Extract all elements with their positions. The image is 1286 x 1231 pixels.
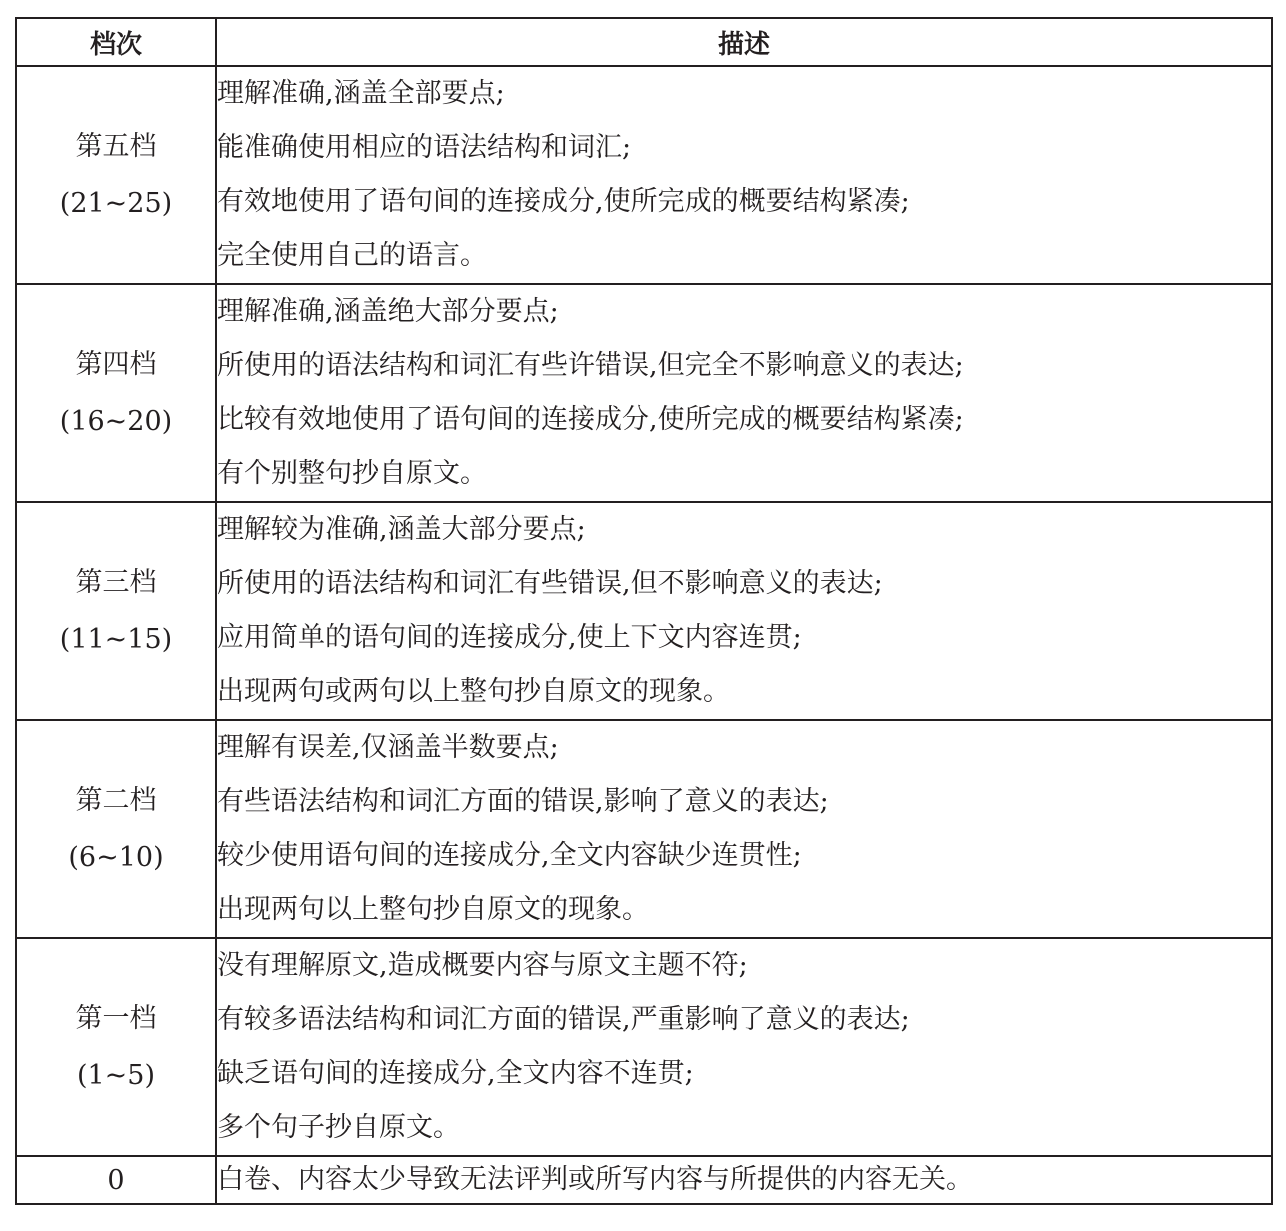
level-range: (16~20) bbox=[59, 406, 173, 437]
description-line: 完全使用自己的语言。 bbox=[217, 240, 487, 271]
level-range: (6~10) bbox=[68, 842, 164, 873]
table-row bbox=[16, 502, 1272, 720]
description-cell bbox=[216, 66, 1272, 284]
description-line: 所使用的语法结构和词汇有些许错误,但完全不影响意义的表达; bbox=[217, 350, 964, 381]
table-row-zero bbox=[16, 1156, 1272, 1204]
description-line: 多个句子抄自原文。 bbox=[217, 1112, 460, 1143]
description-line: 较少使用语句间的连接成分,全文内容缺少连贯性; bbox=[217, 840, 802, 871]
description-cell bbox=[216, 938, 1272, 1156]
level-cell bbox=[16, 502, 216, 720]
level-name: 第五档 bbox=[75, 131, 157, 162]
description-line: 出现两句以上整句抄自原文的现象。 bbox=[217, 894, 649, 925]
level-cell bbox=[16, 284, 216, 502]
description-line: 有些语法结构和词汇方面的错误,影响了意义的表达; bbox=[217, 786, 829, 817]
table-row bbox=[16, 720, 1272, 938]
description-line: 有效地使用了语句间的连接成分,使所完成的概要结构紧凑; bbox=[217, 186, 910, 217]
level-name: 第四档 bbox=[75, 349, 157, 380]
table-header-row bbox=[16, 18, 1272, 66]
description-line: 没有理解原文,造成概要内容与原文主题不符; bbox=[217, 950, 748, 981]
level-cell bbox=[16, 938, 216, 1156]
description-cell bbox=[216, 284, 1272, 502]
description-line: 应用简单的语句间的连接成分,使上下文内容连贯; bbox=[217, 622, 802, 653]
description-line: 有个别整句抄自原文。 bbox=[217, 458, 487, 489]
description-line: 理解较为准确,涵盖大部分要点; bbox=[217, 514, 586, 545]
description-line: 能准确使用相应的语法结构和词汇; bbox=[217, 132, 632, 163]
header-description: 描述 bbox=[216, 18, 1272, 66]
description-line: 理解准确,涵盖全部要点; bbox=[217, 78, 505, 109]
description-line: 出现两句或两句以上整句抄自原文的现象。 bbox=[217, 676, 730, 707]
level-name: 第三档 bbox=[75, 567, 157, 598]
description-line: 理解准确,涵盖绝大部分要点; bbox=[217, 296, 559, 327]
level-range: (11~15) bbox=[59, 624, 173, 655]
description-cell bbox=[216, 720, 1272, 938]
description-line: 理解有误差,仅涵盖半数要点; bbox=[217, 732, 559, 763]
scoring-rubric-table bbox=[15, 17, 1273, 1205]
description-line: 缺乏语句间的连接成分,全文内容不连贯; bbox=[217, 1058, 694, 1089]
description-cell bbox=[216, 502, 1272, 720]
header-level: 档次 bbox=[16, 18, 216, 66]
level-range: (1~5) bbox=[76, 1060, 156, 1091]
level-cell bbox=[16, 66, 216, 284]
level-name: 第一档 bbox=[75, 1003, 157, 1034]
description-line: 比较有效地使用了语句间的连接成分,使所完成的概要结构紧凑; bbox=[217, 404, 964, 435]
level-zero: 0 bbox=[16, 1156, 216, 1204]
description-line: 有较多语法结构和词汇方面的错误,严重影响了意义的表达; bbox=[217, 1004, 910, 1035]
table-row bbox=[16, 938, 1272, 1156]
description-line: 所使用的语法结构和词汇有些错误,但不影响意义的表达; bbox=[217, 568, 883, 599]
level-cell bbox=[16, 720, 216, 938]
table-row bbox=[16, 66, 1272, 284]
level-range: (21~25) bbox=[59, 188, 173, 219]
description-zero: 白卷、内容太少导致无法评判或所写内容与所提供的内容无关。 bbox=[216, 1156, 1272, 1204]
level-name: 第二档 bbox=[75, 785, 157, 816]
table-row bbox=[16, 284, 1272, 502]
